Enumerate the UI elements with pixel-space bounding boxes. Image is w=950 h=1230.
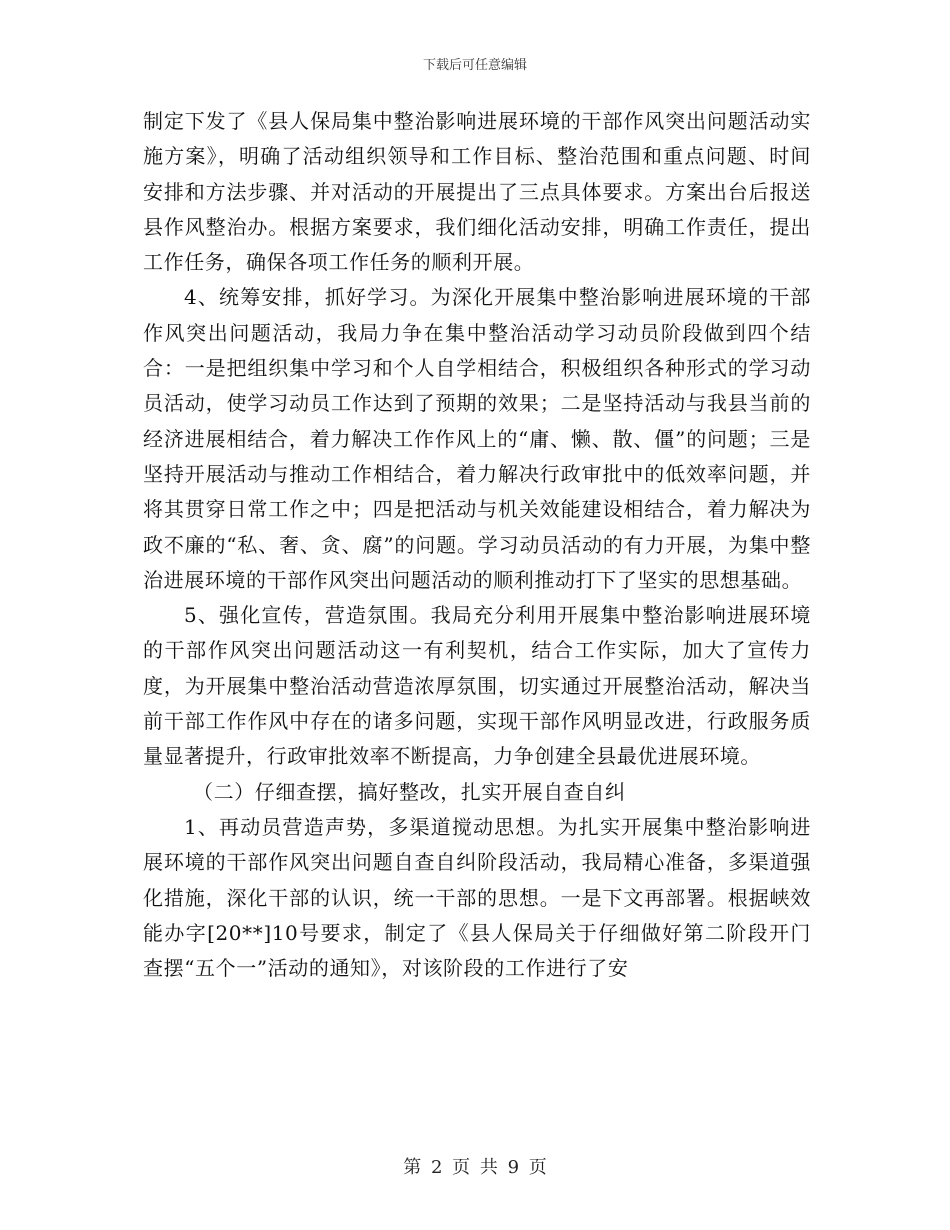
document-body [143, 104, 811, 986]
paragraph-item-4: 4、统筹安排，抓好学习。为深化开展集中整治影响进展环境的干部作风突出问题活动，我局力争在集中整治活动学习动员阶段做到四个结合：一是把组织集中学习和个人自学相结合，积极组织各种形式的学习动员活动，使学习动员工作达到了预期的效果；二是坚持活动与我县当前的经济进展相结合，着力解决工作作风上的“庸、懒、散、僵”的问题；三是坚持开展活动与推动工作相结合，着力解决行政审批中的低效率问题，并将其贯穿日常工作之中；四是把活动与机关效能建设相结合，着力解决为政不廉的“私、奢、贪、腐”的问题。学习动员活动的有力开展，为集中整治进展环境的干部作风突出问题活动的顺利推动打下了坚实的思想基础。 [143, 285, 811, 592]
page-header: 下载后可任意编辑 [422, 58, 527, 73]
paragraph-item-5: 5、强化宣传，营造氛围。我局充分利用开展集中整治影响进展环境的干部作风突出问题活动这一有利契机，结合工作实际，加大了宣传力度，为开展集中整治活动营造浓厚氛围，切实通过开展整治活动，解决当前干部工作作风中存在的诸多问题，实现干部作风明显改进，行政服务质量显著提升，行政审批效率不断提高，力争创建全县最优进展环境。 [143, 603, 811, 769]
paragraph-continuation: 制定下发了《县人保局集中整治影响进展环境的干部作风突出问题活动实施方案》，明确了活动组织领导和工作目标、整治范围和重点问题、时间安排和方法步骤、并对活动的开展提出了三点具体要求。方案出台后报送县作风整治办。根据方案要求，我们细化活动安排，明确工作责任，提出工作任务，确保各项工作任务的顺利开展。 [143, 109, 811, 275]
paragraph-item-1: 1、再动员营造声势，多渠道搅动思想。为扎实开展集中整治影响进展环境的干部作风突出问题自查自纠阶段活动，我局精心准备，多渠道强化措施，深化干部的认识，统一干部的思想。一是下文再部署。根据峡效能办字[20**]10号要求，制定了《县人保局关于仔细做好第二阶段开门查摆“五个一”活动的通知》，对该阶段的工作进行了安 [143, 814, 811, 981]
page-footer: 第 2 页 共 9 页 [403, 1157, 547, 1178]
section-heading: （二）仔细查摆，搞好整改，扎实开展自查自纠 [193, 779, 626, 804]
